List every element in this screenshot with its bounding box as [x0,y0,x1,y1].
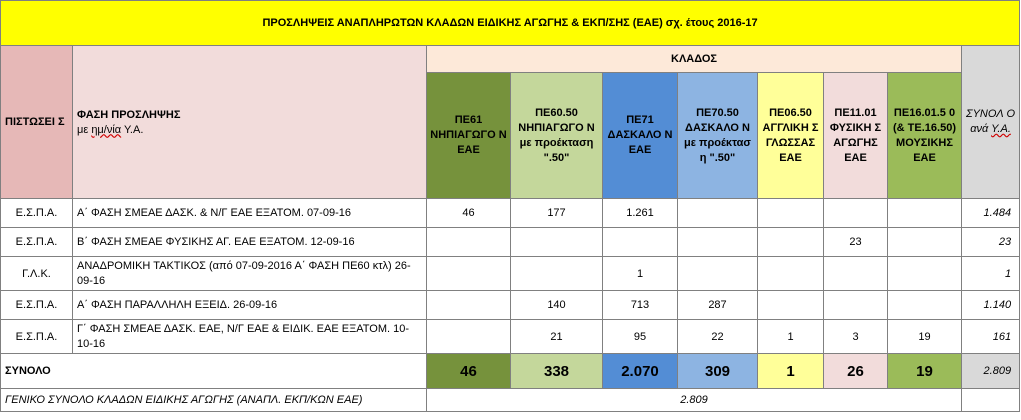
header-total-per-decision [962,46,1020,199]
grand-total-label: ΓΕΝΙΚΟ ΣΥΝΟΛΟ ΚΛΑΔΩΝ ΕΙΔΙΚΗΣ ΑΓΩΓΗΣ (ΑΝΑΠΛ. ΕΚΠ/ΚΩΝ ΕΑΕ) [1,389,427,412]
row-value-pe61 [427,291,511,320]
row-value-pe7050 [678,199,758,228]
row-phase: Β΄ ΦΑΣΗ ΣΜΕΑΕ ΦΥΣΙΚΗΣ ΑΓ. ΕΑΕ ΕΞΑΤΟΜ. 12-09-16 [73,228,427,257]
header-branch: ΚΛΑΔΟΣ [427,46,962,73]
sum-pe0650: 1 [758,354,824,389]
row-phase: Γ΄ ΦΑΣΗ ΣΜΕΑΕ ΔΑΣΚ. ΕΑΕ, Ν/Γ ΕΑΕ & ΕΙΔΙΚ. ΕΑΕ ΕΞΑΤΟΜ. 10-10-16 [73,320,427,354]
row-value-pe61 [427,228,511,257]
row-value-pe7050: 22 [678,320,758,354]
row-value-pe1101 [824,291,888,320]
header-phase-sub-post: Υ.Α. [121,123,144,136]
row-value-pe6050 [511,257,603,291]
row-value-pe61 [427,257,511,291]
row-value-pe1101: 3 [824,320,888,354]
row-credit: Ε.Σ.Π.Α. [1,291,73,320]
row-value-pe1601 [888,199,962,228]
table-row [1,291,1020,320]
col-header-pe61: ΠΕ61 ΝΗΠΙΑΓΩΓΟ Ν ΕΑΕ [427,73,511,199]
col-header-pe6050: ΠΕ60.50 ΝΗΠΙΑΓΩΓΟ Ν με προέκταση ".50" [511,73,603,199]
row-value-pe0650 [758,291,824,320]
row-value-pe71: 713 [603,291,678,320]
row-phase: Α΄ ΦΑΣΗ ΠΑΡΑΛΛΗΛΗ ΕΞΕΙΔ. 26-09-16 [73,291,427,320]
row-phase: Α΄ ΦΑΣΗ ΣΜΕΑΕ ΔΑΣΚ. & Ν/Γ ΕΑΕ ΕΞΑΤΟΜ. 07-09-16 [73,199,427,228]
sum-pe6050: 338 [511,354,603,389]
header-phase-sub-date: ημ/νία [91,123,122,136]
page-title: ΠΡΟΣΛΗΨΕΙΣ ΑΝΑΠΛΗΡΩΤΩΝ ΚΛΑΔΩΝ ΕΙΔΙΚΗΣ ΑΓΩΓΗΣ & ΕΚΠ/ΣΗΣ (ΕΑΕ) σχ. έτους 2016-17 [1,1,1020,46]
row-value-pe7050 [678,257,758,291]
row-value-pe61 [427,320,511,354]
row-total: 161 [962,320,1020,354]
sum-label: ΣΥΝΟΛΟ [1,354,427,389]
row-value-pe71: 95 [603,320,678,354]
row-value-pe1601 [888,257,962,291]
table-row [1,320,1020,354]
row-value-pe1101 [824,257,888,291]
header-total-pre: ΣΥΝΟΛ Ο ανά [966,108,1016,135]
col-header-pe0650: ΠΕ06.50 ΑΓΓΛΙΚΗ Σ ΓΛΩΣΣΑΣ ΕΑΕ [758,73,824,199]
row-value-pe7050: 287 [678,291,758,320]
row-value-pe0650 [758,257,824,291]
header-phase-subtitle [77,124,422,136]
table-row [1,228,1020,257]
row-value-pe1101 [824,199,888,228]
row-value-pe1601: 19 [888,320,962,354]
col-header-pe7050: ΠΕ70.50 ΔΑΣΚΑΛΟ Ν με προέκτασ η ".50" [678,73,758,199]
row-credit: Ε.Σ.Π.Α. [1,199,73,228]
row-value-pe1601 [888,291,962,320]
row-total: 1 [962,257,1020,291]
row-credit: Ε.Σ.Π.Α. [1,320,73,354]
row-credit: Ε.Σ.Π.Α. [1,228,73,257]
sum-total: 2.809 [962,354,1020,389]
row-value-pe6050: 140 [511,291,603,320]
row-value-pe1601 [888,228,962,257]
sum-row [1,354,1020,389]
row-value-pe6050 [511,228,603,257]
row-total: 23 [962,228,1020,257]
row-total: 1.484 [962,199,1020,228]
row-value-pe71: 1.261 [603,199,678,228]
row-value-pe0650 [758,228,824,257]
row-value-pe0650: 1 [758,320,824,354]
sum-pe1101: 26 [824,354,888,389]
header-credits: ΠΙΣΤΩΣΕΙ Σ [1,46,73,199]
row-total: 1.140 [962,291,1020,320]
sum-pe61: 46 [427,354,511,389]
header-phase-title: ΦΑΣΗ ΠΡΟΣΛΗΨΗΣ [77,108,181,121]
row-value-pe61: 46 [427,199,511,228]
col-header-pe1601: ΠΕ16.01.5 0 (& ΤΕ.16.50) ΜΟΥΣΙΚΗΣ ΕΑΕ [888,73,962,199]
row-value-pe1101: 23 [824,228,888,257]
header-phase-sub-pre: με [77,123,92,136]
col-header-pe1101: ΠΕ11.01 ΦΥΣΙΚΗ Σ ΑΓΩΓΗΣ ΕΑΕ [824,73,888,199]
row-value-pe6050: 177 [511,199,603,228]
sum-pe7050: 309 [678,354,758,389]
grand-total-empty [962,389,1020,412]
row-value-pe71: 1 [603,257,678,291]
row-value-pe71 [603,228,678,257]
grand-total-value: 2.809 [427,389,962,412]
row-phase: ΑΝΑΔΡΟΜΙΚΗ ΤΑΚΤΙΚΟΣ (από 07-09-2016 Α΄ ΦΑΣΗ ΠΕ60 κτλ) 26-09-16 [73,257,427,291]
col-header-pe71: ΠΕ71 ΔΑΣΚΑΛΟ Ν ΕΑΕ [603,73,678,199]
table-row [1,257,1020,291]
table-row [1,199,1020,228]
sum-pe1601: 19 [888,354,962,389]
row-value-pe6050: 21 [511,320,603,354]
row-credit: Γ.Λ.Κ. [1,257,73,291]
row-value-pe7050 [678,228,758,257]
header-total-ua: Υ.Α. [991,123,1011,135]
header-phase [73,46,427,199]
grand-total-row [1,389,1020,412]
sum-pe71: 2.070 [603,354,678,389]
row-value-pe0650 [758,199,824,228]
